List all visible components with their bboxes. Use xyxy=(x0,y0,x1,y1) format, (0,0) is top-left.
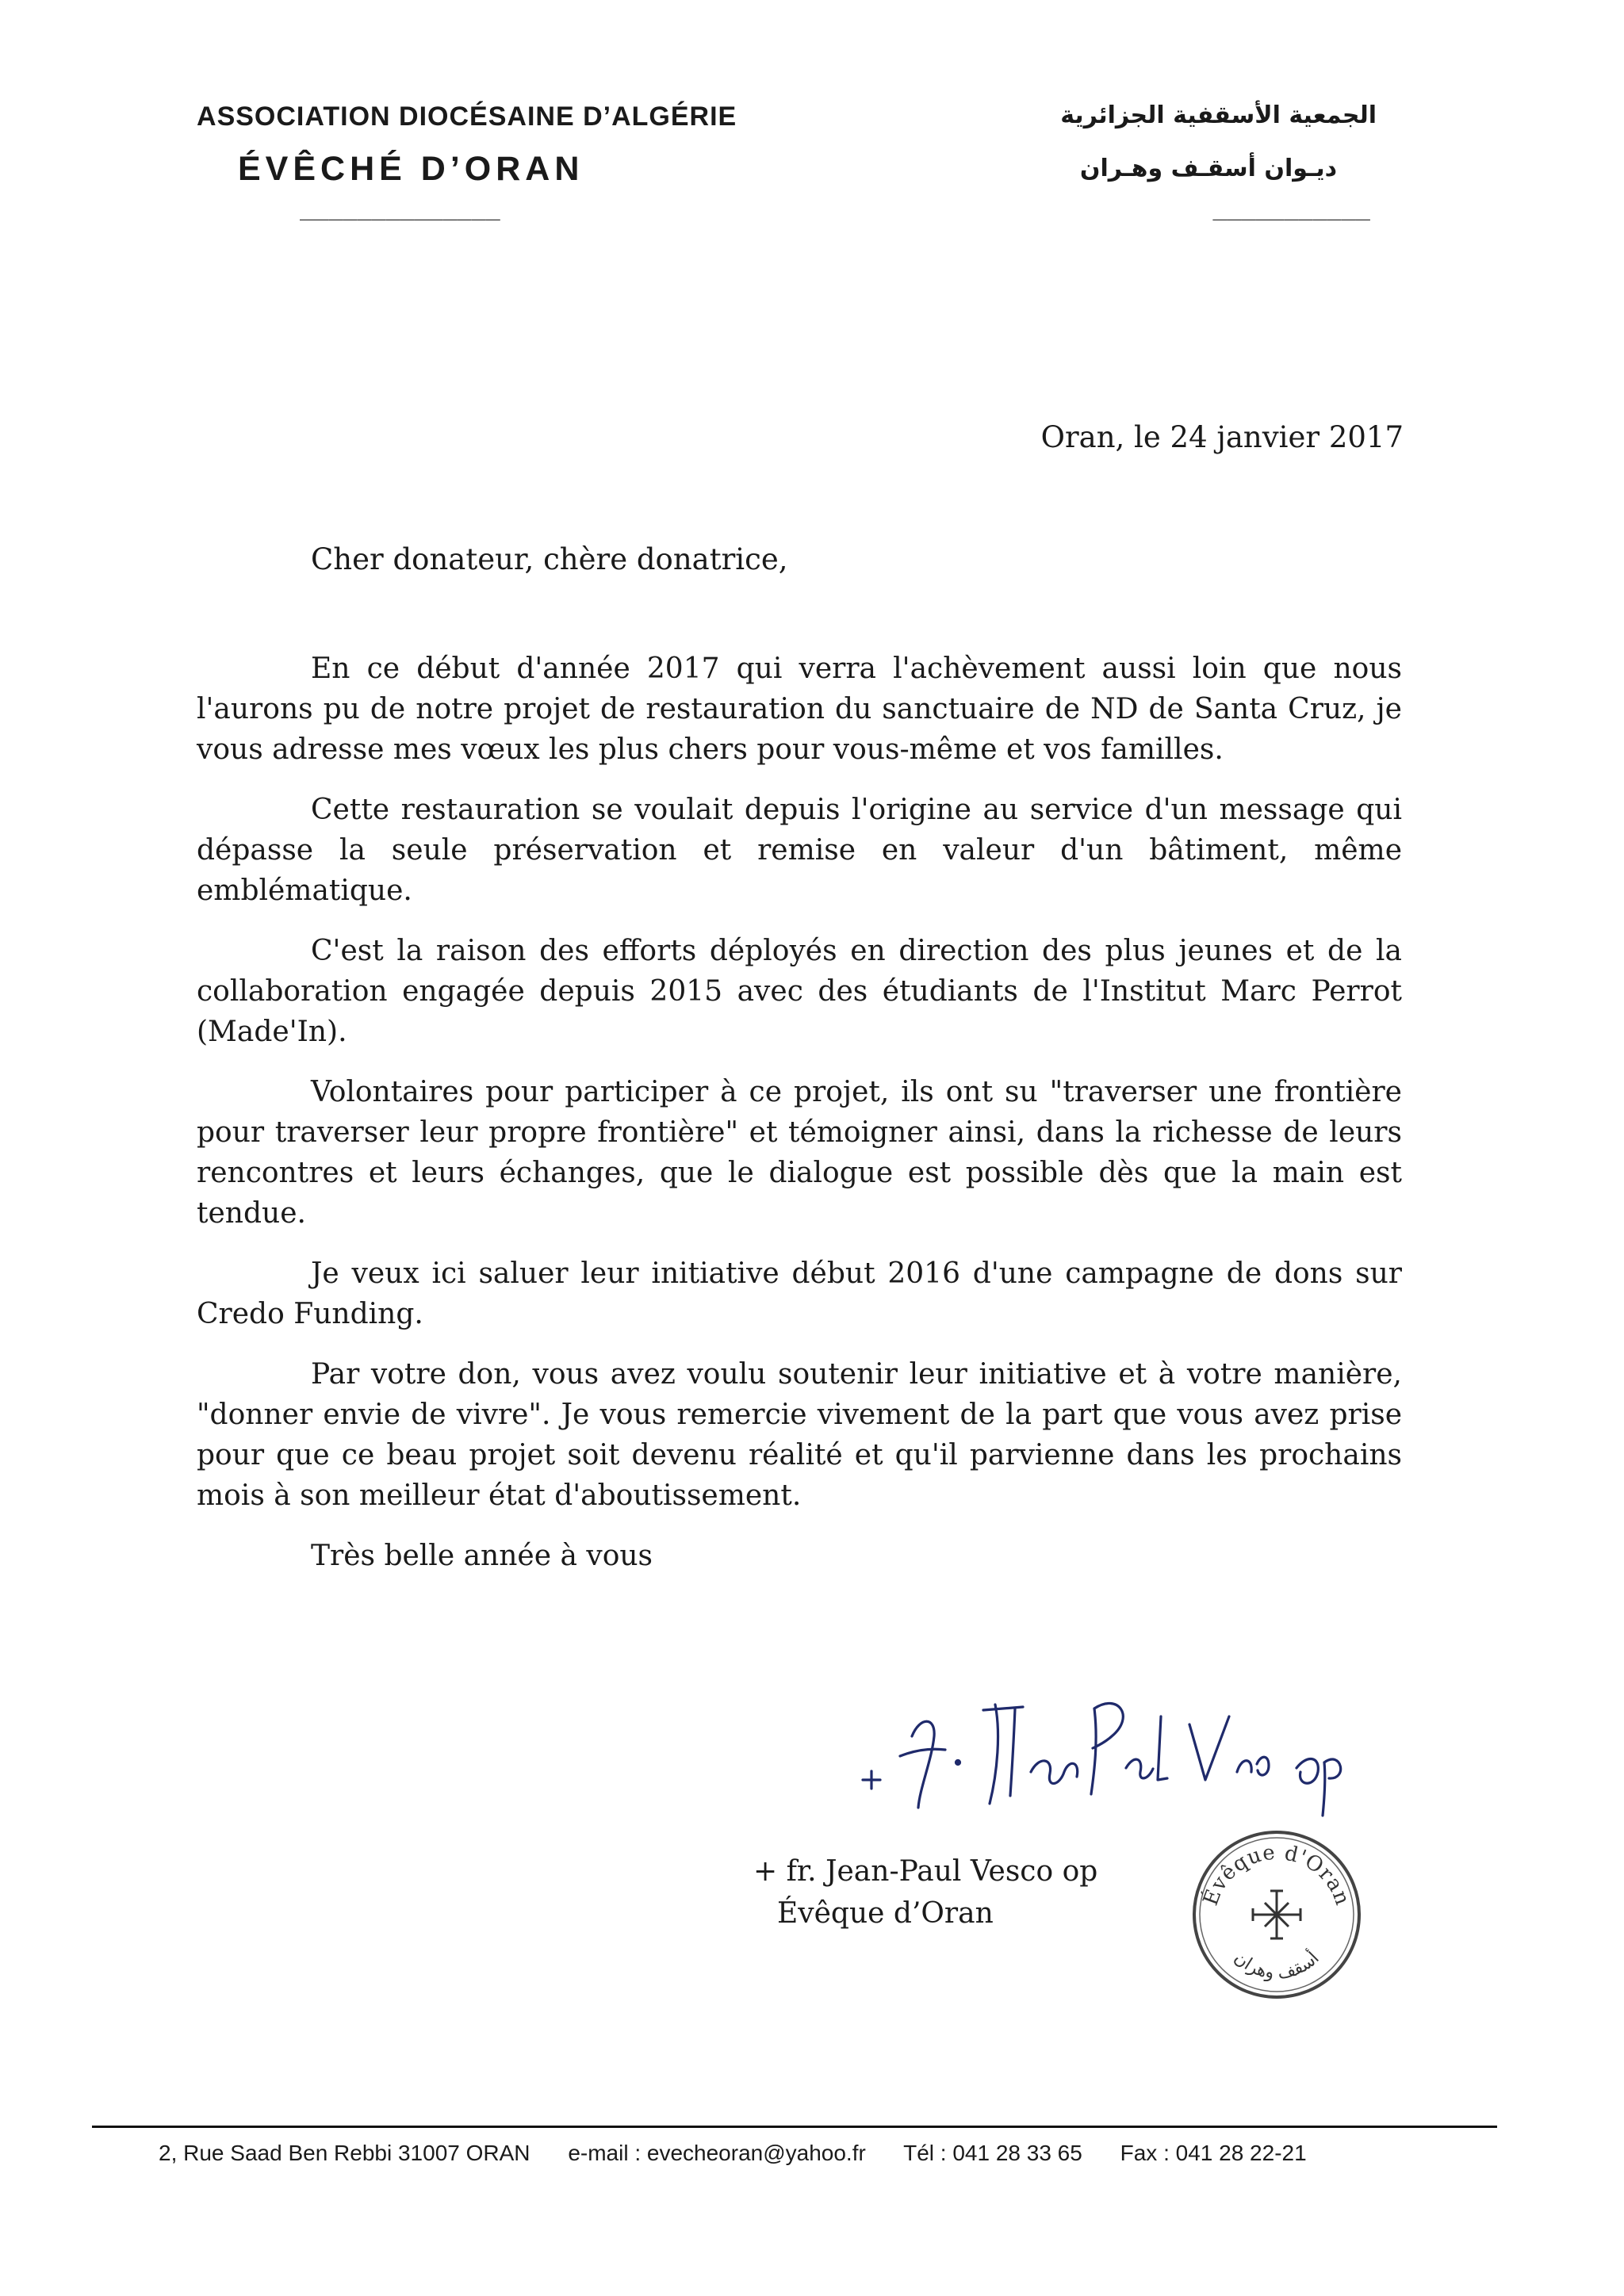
footer-divider xyxy=(92,2126,1497,2128)
svg-text:أسقف وهران xyxy=(1230,1947,1323,1984)
footer-phone: Tél : 041 28 33 65 xyxy=(903,2141,1082,2165)
stamp-text-top: Évêque d'Oran xyxy=(1198,1840,1355,1909)
body-paragraph: Par votre don, vous avez voulu soutenir leur initiative et à votre manière, "donner envie de vivre". Je vous remercie vivement de la part que vous avez prise pour que ce beau projet soit devenu réalité et qu'il parvienne dans les prochains mois à son meilleur état d'aboutissement. xyxy=(197,1358,1402,1512)
cross-icon xyxy=(1253,1891,1300,1938)
stamp-text-bottom: أسقف وهران xyxy=(1230,1948,1323,1984)
footer-email: e-mail : evecheoran@yahoo.fr xyxy=(568,2141,866,2165)
salutation: Cher donateur, chère donatrice, xyxy=(311,542,788,576)
letterhead-left xyxy=(197,101,799,221)
signatory-name: + fr. Jean-Paul Vesco op xyxy=(753,1855,1098,1888)
handwritten-signature xyxy=(856,1661,1348,1820)
letter-date: Oran, le 24 janvier 2017 xyxy=(1040,420,1404,454)
body-paragraph: Volontaires pour participer à ce projet, ils ont su "traverser une frontière pour traverser leur propre frontière" et témoigner ainsi, dans la richesse de leurs rencontres et leurs échanges, que le dialogue est possible dès que la main est tendue. xyxy=(197,1076,1402,1230)
body-paragraph: Je veux ici saluer leur initiative début 2016 d'une campagne de dons sur Credo Funding. xyxy=(197,1257,1402,1330)
eveche-title: ÉVÊCHÉ D’ORAN xyxy=(238,150,584,188)
header-rule-left: ______________ xyxy=(300,193,500,221)
footer-fax: Fax : 041 28 22-21 xyxy=(1120,2141,1307,2165)
arabic-eveche-title: ديـوان أسقـف وهـران xyxy=(1079,155,1337,182)
body-paragraph: En ce début d'année 2017 qui verra l'achèvement aussi loin que nous l'aurons pu de notre projet de restauration du sanctuaire de ND de Santa Cruz, je vous adresse mes vœux les plus chers pour vous-même et vos familles. xyxy=(197,652,1402,766)
signatory-title: Évêque d’Oran xyxy=(777,1897,994,1930)
association-name: ASSOCIATION DIOCÉSAINE D’ALGÉRIE xyxy=(197,101,737,132)
closing-line: Très belle année à vous xyxy=(311,1540,653,1572)
footer-contact xyxy=(159,2141,1307,2166)
footer-address: 2, Rue Saad Ben Rebbi 31007 ORAN xyxy=(159,2141,530,2165)
arabic-association-name: الجمعية الأسقفية الجزائرية xyxy=(1060,101,1377,129)
body-paragraph: C'est la raison des efforts déployés en direction des plus jeunes et de la collaboration engagée depuis 2015 avec des étudiants de l'Institut Marc Perrot (Made'In). xyxy=(197,935,1402,1048)
letterhead-right xyxy=(964,101,1377,221)
official-stamp xyxy=(1189,1827,1364,2002)
header-rule-right: ___________ xyxy=(1212,193,1370,221)
body-paragraph: Cette restauration se voulait depuis l'origine au service d'un message qui dépasse la seule préservation et remise en valeur d'un bâtiment, même emblématique. xyxy=(197,794,1402,907)
letter-body xyxy=(197,649,1402,1596)
